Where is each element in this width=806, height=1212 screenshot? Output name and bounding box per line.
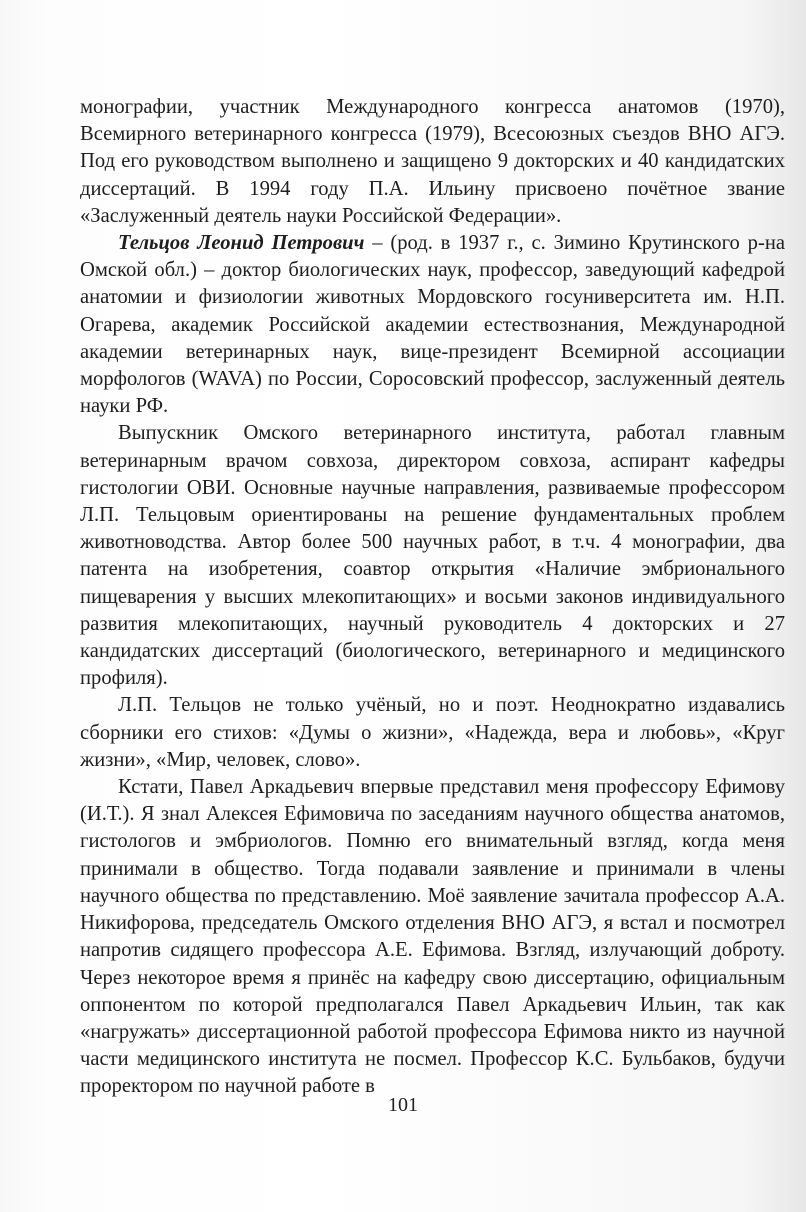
paragraph-5: Кстати, Павел Аркадьевич впервые представил меня профессору Ефимову (И.Т.). Я знал Алексея Ефимовича по заседаниям научного общества анатомов, гистологов и эмбриологов. Помню его внимательный взгляд, когда меня принимали в общество. Тогда подавали заявление и принимали в члены научного общества по представлению. Моё заявление зачитала профессор А.А. Никифорова, председатель Омского отделения ВНО АГЭ, я встал и посмотрел напротив сидящего профессора А.Е. Ефимова. Взгляд, излучающий доброту. Через некоторое время я принёс на кафедру свою диссертацию, официальным оппонентом по которой предполагался Павел Аркадьевич Ильин, так как «нагружать» диссертационной работой профессора Ефимова никто из научной части медицинского института не посмел. Профессор К.С. Бульбаков, будучи проректором по научной работе в (80, 776, 785, 1098)
page-number: 101 (388, 1094, 418, 1116)
body-text (80, 94, 785, 1101)
paragraph-2-text: – (род. в 1937 г., с. Зимино Крутинского р-на Омской обл.) – доктор биологических наук, профессор, заведующий кафедрой анатомии и физиологии животных Мордовского госуниверситета им. Н.П. Огарева, академик Российской академии естествознания, Международной академии ветеринарных наук, вице-президент Всемирной ассоциации морфологов (WAVA) по России, Соросовский профессор, заслуженный деятель науки РФ. (80, 232, 785, 418)
paragraph-3: Выпускник Омского ветеринарного института, работал главным ветеринарным врачом совхоза, директором совхоза, аспирант кафедры гистологии ОВИ. Основные научные направления, развиваемые профессором Л.П. Тельцовым ориентированы на решение фундаментальных проблем животноводства. Автор более 500 научных работ, в т.ч. 4 монографии, два патента на изобретения, соавтор открытия «Наличие эмбрионального пищеварения у высших млекопитающих» и восьми законов индивидуального развития млекопитающих, научный руководитель 4 докторских и 27 кандидатских диссертаций (биологического, ветеринарного и медицинского профиля). (80, 422, 785, 690)
paragraph-1: монографии, участник Международного конгресса анатомов (1970), Всемирного ветеринарного конгресса (1979), Всесоюзных съездов ВНО АГЭ. Под его руководством выполнено и защищено 9 докторских и 40 кандидатских диссертаций. В 1994 году П.А. Ильину присвоено почётное звание «Заслуженный деятель науки Российской Федерации». (80, 96, 785, 227)
paragraph-2 (80, 230, 785, 420)
paragraph-4: Л.П. Тельцов не только учёный, но и поэт. Неоднократно издавались сборники его стихов: «Думы о жизни», «Надежда, вера и любовь», «Круг жизни», «Мир, человек, слово». (80, 694, 785, 771)
person-name-teltsov: Тельцов Леонид Петрович (118, 232, 365, 255)
